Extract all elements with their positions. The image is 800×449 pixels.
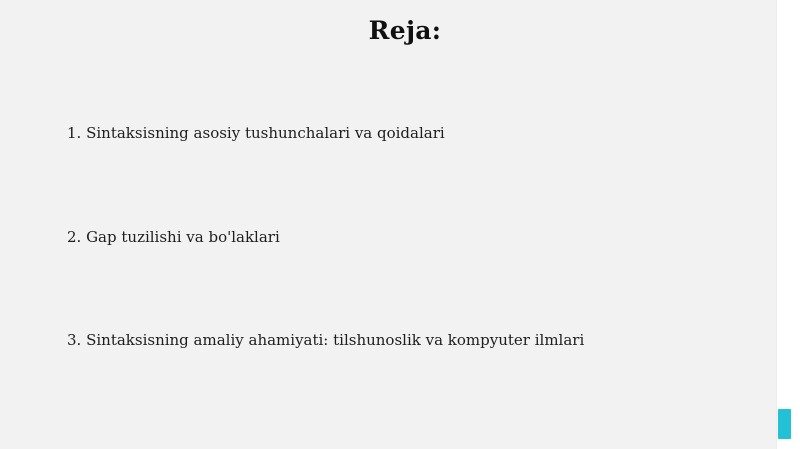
slide-title: Reja: (368, 16, 442, 45)
scrollbar-thumb[interactable] (778, 409, 791, 439)
plan-item-1: 1. Sintaksisning asosiy tushunchalari va qoidalari (67, 124, 445, 142)
plan-item-2: 2. Gap tuzilishi va bo'laklari (67, 228, 280, 246)
plan-item-3: 3. Sintaksisning amaliy ahamiyati: tilshunoslik va kompyuter ilmlari (67, 331, 585, 349)
scrollbar-track[interactable] (776, 0, 800, 449)
